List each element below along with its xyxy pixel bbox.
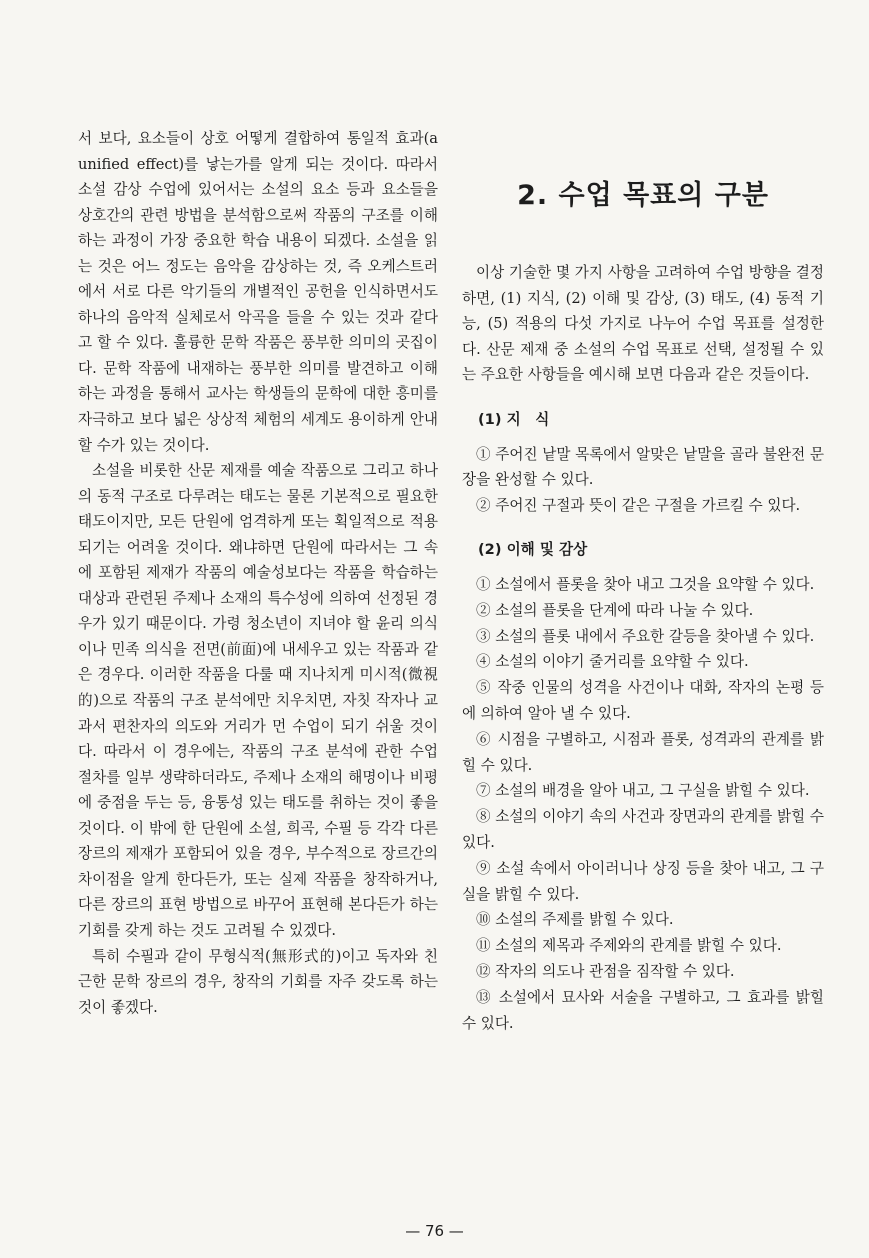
list-item: ② 주어진 구절과 뜻이 같은 구절을 가르킬 수 있다.: [476, 496, 801, 514]
knowledge-list: [462, 442, 824, 518]
list-item: ⑪ 소설의 제목과 주제와의 관계를 밝힐 수 있다.: [476, 937, 782, 955]
list-item: ② 소설의 플롯을 단계에 따라 나눌 수 있다.: [476, 601, 754, 619]
list-item: ⑥ 시점을 구별하고, 시점과 플롯, 성격과의 관계를 밝힐 수 있다.: [462, 730, 824, 774]
body-paragraph-2: 소설을 비롯한 산문 제재를 예술 작품으로 그리고 하나의 동적 구조로 다루려는 태도는 물론 기본적으로 필요한 태도이지만, 모든 단원에 엄격하게 또는 획일적으로 적용되기는 어려울 것이다. 왜냐하면 단원에 따라서는 그 속에 포함된 제재가 작품의 예술성보다는 작품을 학습하는 대상과 관련된 주제나 소재의 특수성에 의하여 선정된 경우가 있기 때문이다. 가령 청소년이 지녀야 할 윤리 의식이나 민족 의식을 전면(前面)에 내세우고 있는 작품과 같은 경우다. 이러한 작품을 다룰 때 지나치게 미시적(微視的)으로 작품의 구조 분석에만 치우치면, 자칫 작자나 교과서 편찬자의 의도와 거리가 먼 수업이 되기 쉬울 것이다. 따라서 이 경우에는, 작품의 구조 분석에 관한 수업 절차를 일부 생략하더라도, 주제나 소재의 해명이나 비평에 중점을 두는 등, 융통성 있는 태도를 취하는 것이 좋을 것이다. 이 밖에 한 단원에 소설, 희곡, 수필 등 각각 다른 장르의 제재가 포함되어 있을 경우, 부수적으로 장르간의 차이점을 알게 한다든가, 또는 실제 작품을 창작하거나, 다른 장르의 표현 방법으로 바꾸어 표현해 본다든가 하는 기회를 갖게 하는 것도 고려될 수 있겠다.: [78, 462, 438, 939]
page-number: — 76 —: [405, 1222, 464, 1240]
subsection-heading-knowledge: (1) 지 식: [478, 410, 550, 428]
list-item: ⑤ 작중 인물의 성격을 사건이나 대화, 작자의 논평 등에 의하여 알아 낼 수 있다.: [462, 679, 824, 722]
list-item: ⑫ 작자의 의도나 관점을 짐작할 수 있다.: [476, 962, 735, 980]
list-item: ① 주어진 낱말 목록에서 알맞은 낱말을 골라 불완전 문장을 완성할 수 있다.: [462, 445, 824, 489]
body-paragraph-3: 특히 수필과 같이 무형식적(無形式的)이고 독자와 친근한 문학 장르의 경우, 창작의 기회를 자주 갖도록 하는 것이 좋겠다.: [78, 947, 438, 1016]
list-item: ① 소설에서 플롯을 찾아 내고 그것을 요약할 수 있다.: [476, 575, 815, 593]
subsection-heading-understanding: (2) 이해 및 감상: [478, 540, 588, 558]
list-item: ③ 소설의 플롯 내에서 주요한 갈등을 찾아낼 수 있다.: [476, 627, 815, 645]
list-item: ④ 소설의 이야기 줄거리를 요약할 수 있다.: [476, 653, 749, 671]
list-item: ⑦ 소설의 배경을 알아 내고, 그 구실을 밝힐 수 있다.: [476, 782, 810, 800]
right-column: [462, 126, 824, 1036]
list-item: ⑬ 소설에서 묘사와 서술을 구별하고, 그 효과를 밝힐 수 있다.: [462, 988, 824, 1032]
intro-paragraph: 이상 기술한 몇 가지 사항을 고려하여 수업 방향을 결정하면, (1) 지식, (2) 이해 및 감상, (3) 태도, (4) 동적 기능, (5) 적용의 다섯 가지로 나누어 수업 목표를 설정한다. 산문 제재 중 소설의 수업 목표로 선택, 설정될 수 있는 주요한 사항들을 예시해 보면 다음과 같은 것들이다.: [462, 264, 824, 384]
section-title: 2. 수업 목표의 구분: [517, 180, 769, 211]
understanding-list: [462, 572, 824, 1036]
list-item: ⑧ 소설의 이야기 속의 사건과 장면과의 관계를 밝힐 수 있다.: [462, 808, 824, 851]
list-item: ⑩ 소설의 주제를 밝힐 수 있다.: [476, 911, 674, 929]
body-paragraph-1: 서 보다, 요소들이 상호 어떻게 결합하여 통일적 효과(a unified effect)를 낳는가를 알게 되는 것이다. 따라서 소설 감상 수업에 있어서는 소설의 요소 등과 요소들을 상호간의 관련 방법을 분석함으로써 작품의 구조를 이해하는 과정이 가장 중요한 학습 내용이 되겠다. 소설을 읽는 것은 어느 정도는 음악을 감상하는 것, 즉 오케스트러에서 서로 다른 악기들의 개별적인 공헌을 인식하면서도 하나의 음악적 실체로서 악곡을 들을 수 있는 것과 같다고 할 수 있다. 훌륭한 문학 작품은 풍부한 의미의 곳집이다. 문학 작품에 내재하는 풍부한 의미를 발견하고 이해하는 과정을 통해서 교사는 학생들의 문학에 대한 흥미를 자극하고 보다 넓은 상상적 체험의 세계도 용이하게 안내할 수가 있는 것이다.: [78, 130, 438, 454]
left-column: [78, 126, 438, 1020]
list-item: ⑨ 소설 속에서 아이러니나 상징 등을 찾아 내고, 그 구실을 밝힐 수 있다.: [462, 859, 824, 903]
